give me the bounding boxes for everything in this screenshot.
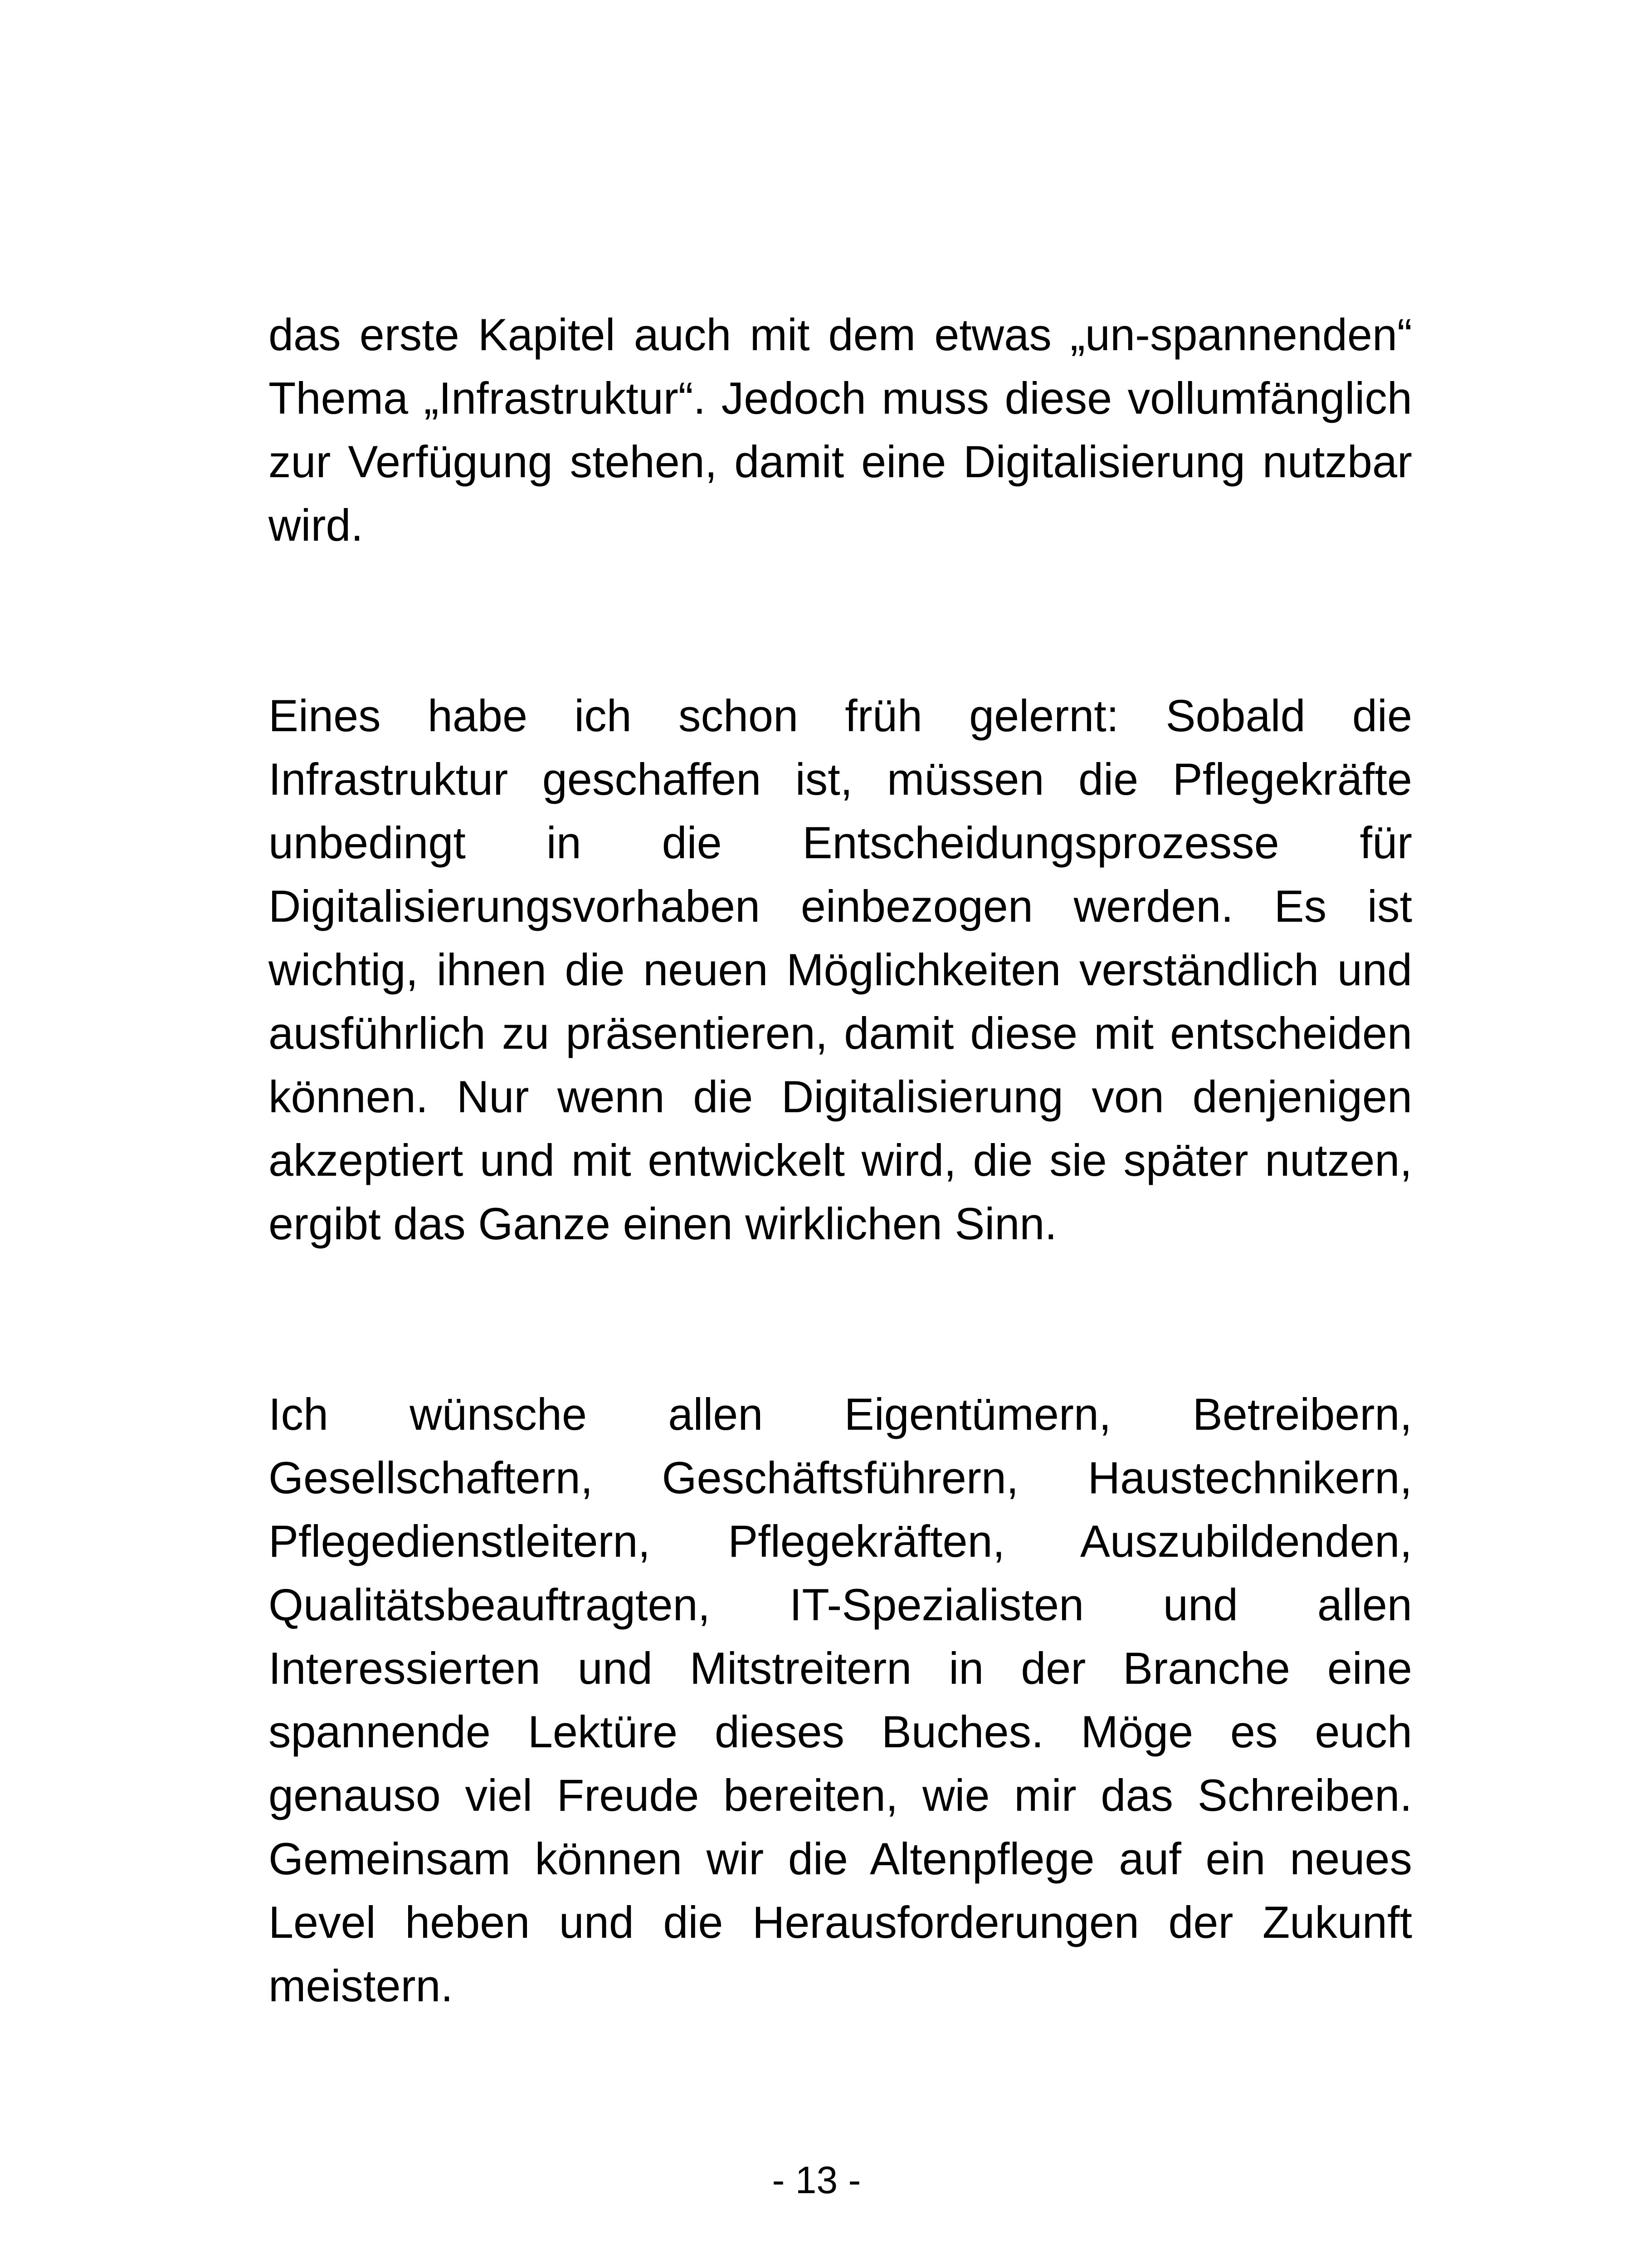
body-text <box>268 303 1412 2018</box>
paragraph-wishes: Ich wünsche allen Eigentümern, Betreibern, Gesellschaftern, Geschäftsführern, Haustechnikern, Pflegedienstleitern, Pflegekräften, Auszubildenden, Qualitätsbeauftragten, IT-Spezialisten und allen Interessierten und Mitstreitern in der Branche eine spannende Lektüre dieses Buches. Möge es euch genauso viel Freude bereiten, wie mir das Schreiben. Gemeinsam können wir die Altenpflege auf ein neues Level heben und die Herausforderungen der Zukunft meistern. <box>268 1389 1412 2011</box>
paragraph-infrastructure: das erste Kapitel auch mit dem etwas „un-spannenden“ Thema „Infrastruktur“. Jedoch muss diese vollumfänglich zur Verfügung stehen, damit eine Digitalisierung nutzbar wird. <box>268 309 1412 550</box>
paragraph-involvement: Eines habe ich schon früh gelernt: Sobald die Infrastruktur geschaffen ist, müssen die Pflegekräfte unbedingt in die Entscheidungsprozesse für Digitalisierungsvorhaben einbezogen werden. Es ist wichtig, ihnen die neuen Möglichkeiten verständlich und ausführlich zu präsentieren, damit diese mit entscheiden können. Nur wenn die Digitalisierung von denjenigen akzeptiert und mit entwickelt wird, die sie später nutzen, ergibt das Ganze einen wirklichen Sinn. <box>268 690 1412 1249</box>
page-number: - 13 - <box>772 2159 861 2201</box>
